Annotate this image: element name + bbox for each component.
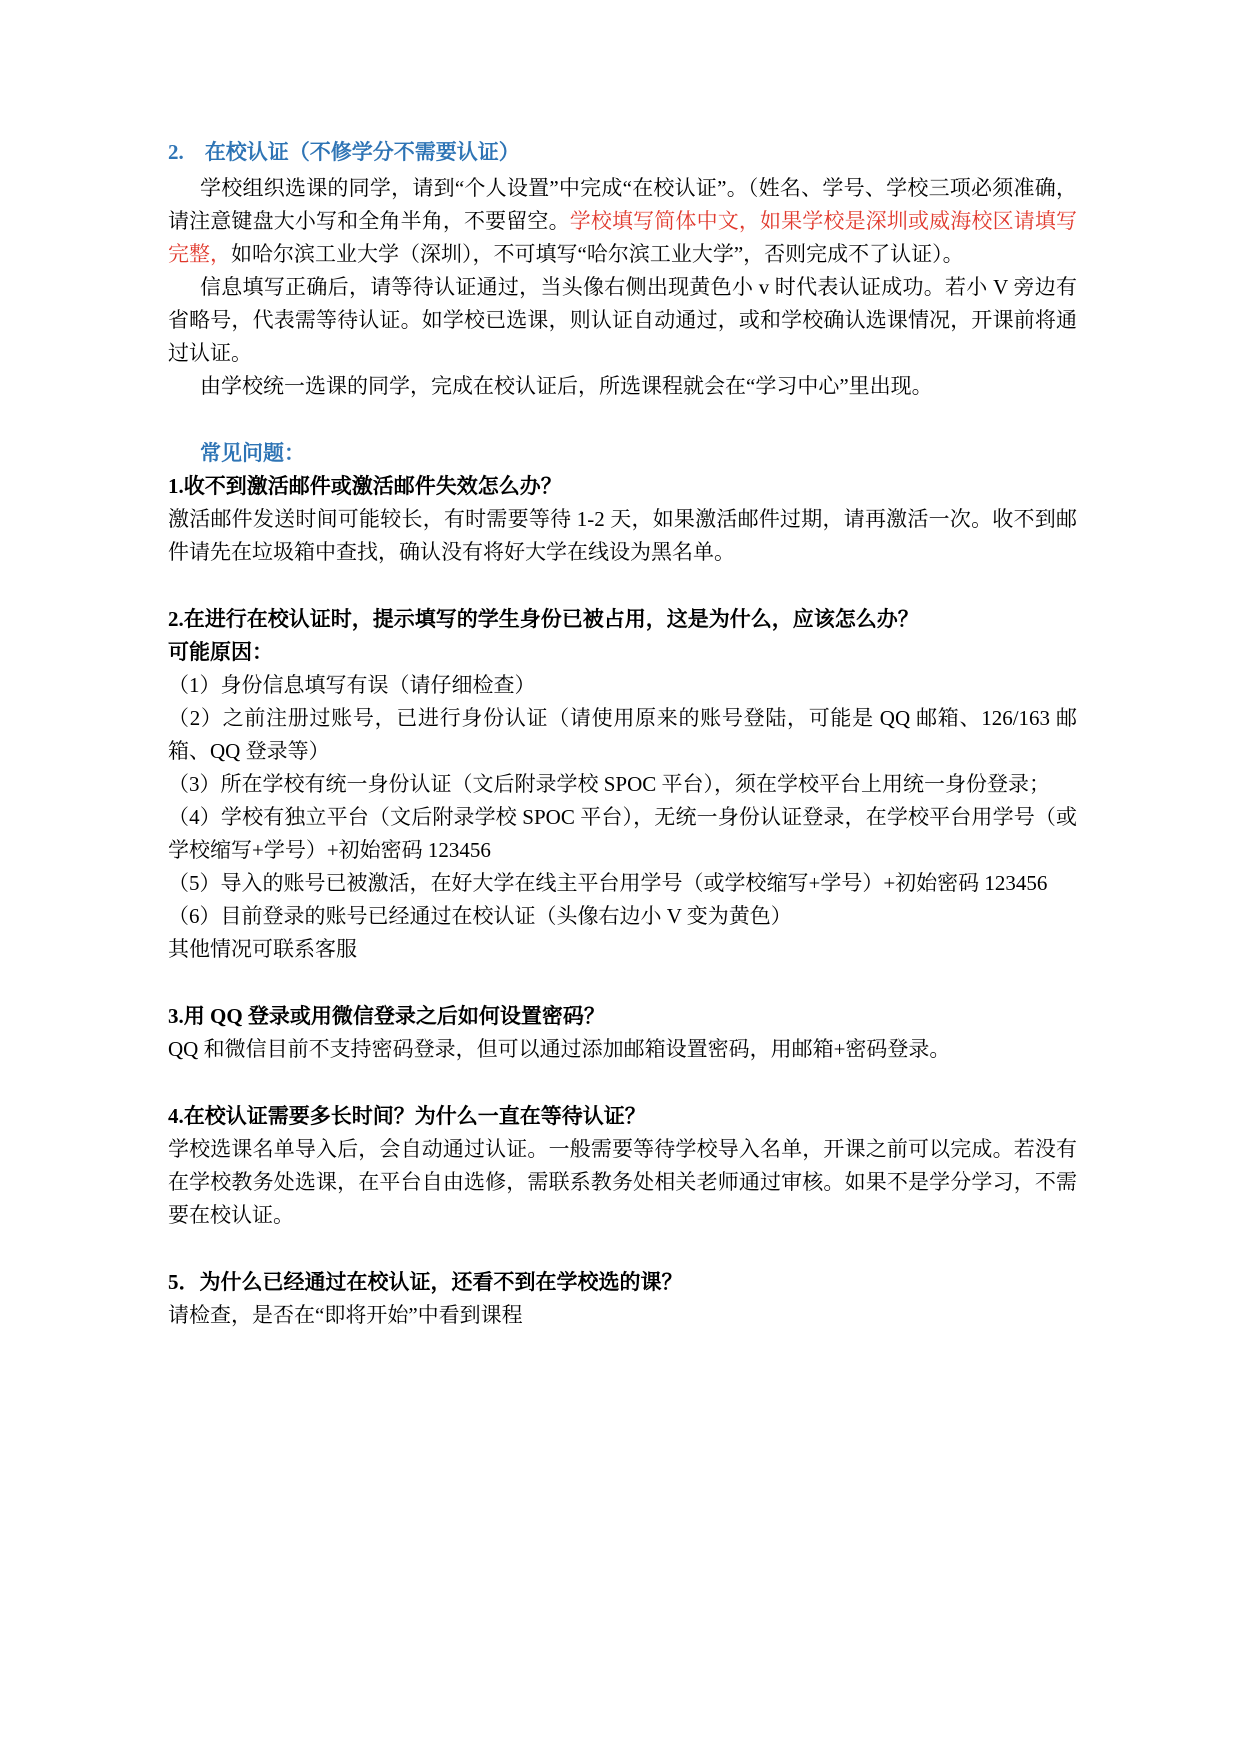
intro-p1-red-warning: 学校填写简体中文，如果学校是深圳或威海校区请填写完整， <box>168 209 1078 266</box>
faq-2-reason-5: （5）导入的账号已被激活，在好大学在线主平台用学号（或学校缩写+学号）+初始密码 123456 <box>168 871 1048 895</box>
faq-item-2 <box>168 603 1077 966</box>
intro-paragraph-3: 由学校统一选课的同学，完成在校认证后，所选课程就会在“学习中心”里出现。 <box>200 374 933 398</box>
faq-item-3 <box>168 1000 1077 1066</box>
faq-question-5: 5．为什么已经通过在校认证，还看不到在学校选的课？ <box>168 1270 683 1294</box>
faq-answer-4: 学校选课名单导入后，会自动通过认证。一般需要等待学校导入名单，开课之前可以完成。若没有在学校教务处选课，在平台自由选修，需联系教务处相关老师通过审核。如果不是学分学习，不需要在校认证。 <box>168 1137 1077 1227</box>
faq-2-reasons-subhead: 可能原因： <box>168 640 273 664</box>
faq-2-reason-2: （2）之前注册过账号，已进行身份认证（请使用原来的账号登陆，可能是 QQ 邮箱、126/163 邮箱、QQ 登录等） <box>168 706 1077 763</box>
intro-paragraph-2: 信息填写正确后，请等待认证通过，当头像右侧出现黄色小 v 时代表认证成功。若小 V 旁边有省略号，代表需等待认证。如学校已选课，则认证自动通过，或和学校确认选课情况，开课前将通过认证。 <box>168 275 1077 365</box>
intro-paragraph-1 <box>168 172 1077 271</box>
faq-question-4: 4.在校认证需要多长时间？为什么一直在等待认证？ <box>168 1104 646 1128</box>
faq-2-reason-3: （3）所在学校有统一身份认证（文后附录学校 SPOC 平台），须在学校平台上用统一身份登录； <box>168 772 1051 796</box>
faq-question-1: 1.收不到激活邮件或激活邮件失效怎么办？ <box>168 474 562 498</box>
intro-p1-text-b: 如哈尔滨工业大学（深圳），不可填写“哈尔滨工业大学”，否则完成不了认证）。 <box>231 242 964 266</box>
faq-answer-3: QQ 和微信目前不支持密码登录，但可以通过添加邮箱设置密码，用邮箱+密码登录。 <box>168 1037 951 1061</box>
faq-answer-1: 激活邮件发送时间可能较长，有时需要等待 1-2 天，如果激活邮件过期，请再激活一次。收不到邮件请先在垃圾箱中查找，确认没有将好大学在线设为黑名单。 <box>168 507 1077 564</box>
faq-item-1 <box>168 470 1077 569</box>
faq-item-5 <box>168 1266 1077 1332</box>
section-heading: 2. 在校认证（不修学分不需要认证） <box>168 140 520 164</box>
faq-answer-5: 请检查，是否在“即将开始”中看到课程 <box>168 1303 523 1327</box>
intro-p1-text-a: 学校组织选课的同学，请到“个人设置”中完成“在校认证”。（姓名、学号、学校三项必须准确，请注意键盘大小写和全角半角，不要留空。 <box>168 176 1077 233</box>
faq-2-reason-1: （1）身份信息填写有误（请仔细检查） <box>168 673 536 697</box>
faq-2-reason-4: （4）学校有独立平台（文后附录学校 SPOC 平台），无统一身份认证登录，在学校平台用学号（或学校缩写+学号）+初始密码 123456 <box>168 805 1077 862</box>
faq-2-reason-6: （6）目前登录的账号已经通过在校认证（头像右边小 V 变为黄色） <box>168 904 792 928</box>
faq-question-2: 2.在进行在校认证时，提示填写的学生身份已被占用，这是为什么，应该怎么办？ <box>168 607 919 631</box>
document-page <box>168 136 1077 1332</box>
faq-heading: 常见问题： <box>200 441 305 465</box>
faq-2-footer: 其他情况可联系客服 <box>168 937 357 961</box>
faq-question-3: 3.用 QQ 登录或用微信登录之后如何设置密码？ <box>168 1004 605 1028</box>
faq-item-4 <box>168 1100 1077 1232</box>
